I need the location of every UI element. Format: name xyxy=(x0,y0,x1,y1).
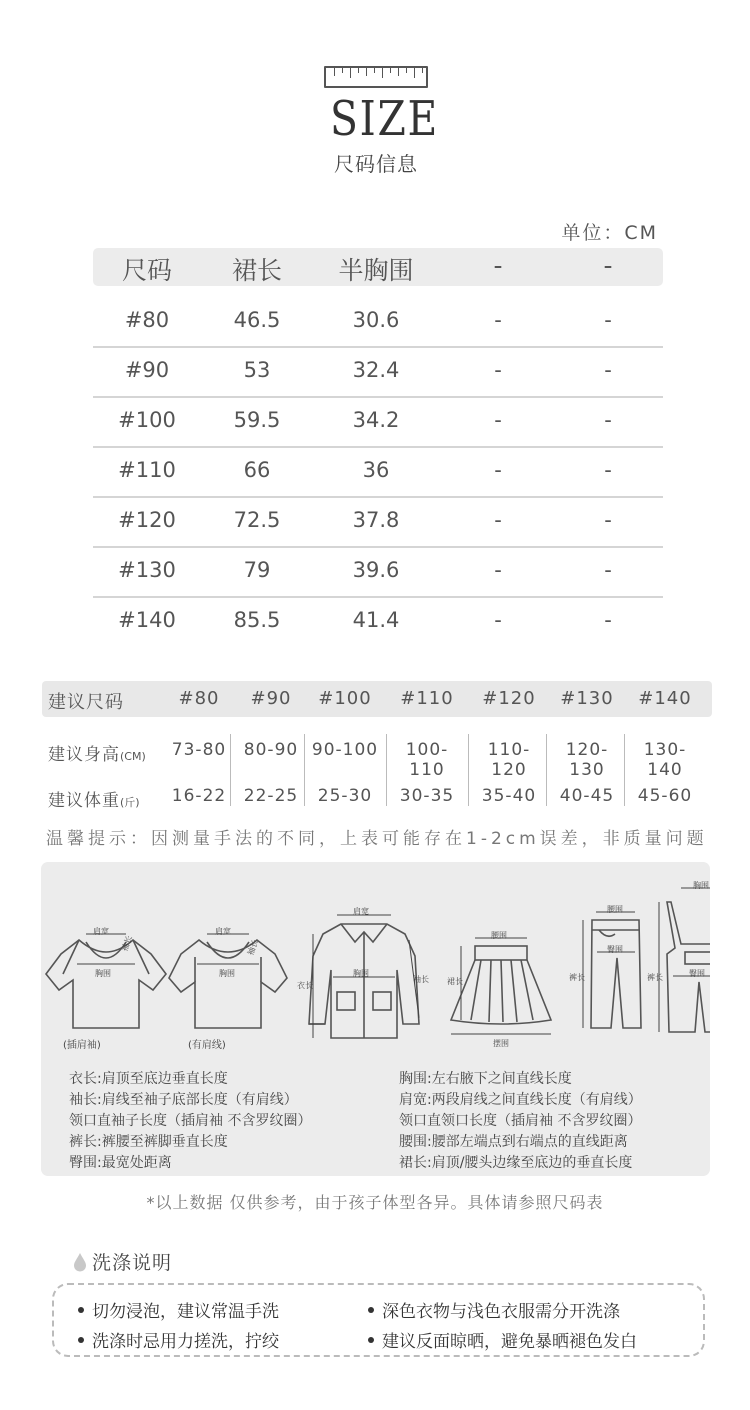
height-cell: 80-90 xyxy=(243,740,299,760)
table-cell: - xyxy=(494,608,502,632)
size-table-header xyxy=(93,248,663,286)
jacket-icon xyxy=(309,924,419,1038)
unit-label: 单位：CM xyxy=(561,222,658,244)
bullet-icon xyxy=(368,1307,374,1313)
column-divider xyxy=(386,774,387,806)
recommend-size-cell: #80 xyxy=(178,688,220,709)
wash-instructions-box xyxy=(52,1283,705,1357)
column-header: - xyxy=(603,251,613,280)
table-cell: - xyxy=(494,458,502,482)
recommend-table-header xyxy=(42,681,712,717)
table-cell: 39.6 xyxy=(352,558,400,582)
pants-icon xyxy=(591,920,641,1028)
table-cell: - xyxy=(604,608,612,632)
table-cell: - xyxy=(604,508,612,532)
set-in-tee-icon xyxy=(169,940,287,1028)
diagram-label: 胸围 xyxy=(693,881,709,890)
table-cell: 85.5 xyxy=(233,608,281,632)
table-cell: - xyxy=(494,358,502,382)
table-cell: 59.5 xyxy=(233,408,281,432)
weight-cell: 25-30 xyxy=(317,786,373,806)
diagram-label: 腰围 xyxy=(607,905,623,914)
logo-subtitle: 尺码信息 xyxy=(334,152,418,176)
diagram-label: 臀围 xyxy=(689,969,705,978)
definition-right: 裙长:肩顶/腰头边缘至底边的垂直长度 xyxy=(399,1155,633,1171)
table-row xyxy=(93,398,663,448)
column-divider xyxy=(624,774,625,806)
height-cell: 90-100 xyxy=(311,740,379,760)
diagram-label: 裙长 xyxy=(447,977,463,986)
table-row xyxy=(93,598,663,648)
definition-left: 臀围:最宽处距离 xyxy=(69,1155,172,1171)
definition-right: 肩宽:两段肩线之间直线长度（有肩线） xyxy=(399,1092,642,1108)
table-cell: - xyxy=(494,558,502,582)
table-cell: 41.4 xyxy=(352,608,400,632)
table-cell: #130 xyxy=(118,558,176,582)
table-cell: - xyxy=(494,508,502,532)
table-cell: 53 xyxy=(243,358,271,382)
measurement-guide-panel xyxy=(41,862,710,1176)
definition-right: 领口直领口长度（插肩袖 不含罗纹圈） xyxy=(399,1113,642,1129)
column-divider xyxy=(386,734,387,774)
diagram-label: 肩宽 xyxy=(93,927,109,936)
skirt-icon xyxy=(451,946,551,1024)
table-cell: 79 xyxy=(243,558,271,582)
table-cell: - xyxy=(604,558,612,582)
column-divider xyxy=(468,774,469,806)
table-cell: #80 xyxy=(124,308,170,332)
diagram-label: 裤长 xyxy=(569,973,585,982)
weight-label: 建议体重(斤) xyxy=(48,791,140,811)
table-cell: 32.4 xyxy=(352,358,400,382)
wash-item: 深色衣物与浅色衣服需分开洗涤 xyxy=(368,1297,620,1322)
weight-cell: 22-25 xyxy=(243,786,299,806)
table-cell: #110 xyxy=(118,458,176,482)
column-header: 裙长 xyxy=(231,256,282,285)
table-row xyxy=(93,348,663,398)
bullet-icon xyxy=(78,1337,84,1343)
weight-cell: 30-35 xyxy=(399,786,455,806)
definition-left: 袖长:肩线至袖子底部长度（有肩线） xyxy=(69,1092,298,1108)
height-label: 建议身高(CM) xyxy=(48,745,146,765)
recommend-size-cell: #110 xyxy=(400,688,454,709)
size-word: SIZE xyxy=(330,91,439,147)
garment-diagrams xyxy=(41,862,710,1062)
height-cell: 73-80 xyxy=(171,740,227,760)
weight-cell: 40-45 xyxy=(559,786,615,806)
diagram-label: 摆围 xyxy=(493,1039,509,1048)
recommend-size-cell: #90 xyxy=(250,688,292,709)
diagram-label: 胸围 xyxy=(353,969,369,978)
table-cell: #90 xyxy=(124,358,170,382)
wash-item: 切勿浸泡，建议常温手洗 xyxy=(78,1297,279,1322)
column-divider xyxy=(624,734,625,774)
table-cell: - xyxy=(604,308,612,332)
wash-title xyxy=(72,1248,172,1275)
column-header: - xyxy=(493,251,503,280)
column-divider xyxy=(468,734,469,774)
weight-cell: 35-40 xyxy=(481,786,537,806)
definition-left: 领口直袖子长度（插肩袖 不含罗纹圈） xyxy=(69,1113,312,1129)
bullet-icon xyxy=(78,1307,84,1313)
table-cell: 36 xyxy=(362,458,390,482)
table-cell: 46.5 xyxy=(233,308,281,332)
diagram-label: 衣长 xyxy=(297,981,313,990)
table-cell: - xyxy=(604,408,612,432)
recommend-size-cell: #120 xyxy=(482,688,536,709)
table-cell: 37.8 xyxy=(352,508,400,532)
diagram-caption: (插肩袖) xyxy=(63,1040,101,1051)
diagram-label: 袖长 xyxy=(246,938,260,957)
height-cell: 100-110 xyxy=(405,740,449,780)
table-cell: - xyxy=(494,408,502,432)
table-cell: #140 xyxy=(118,608,176,632)
bullet-icon xyxy=(368,1337,374,1343)
diagram-label: 裤长 xyxy=(647,973,663,982)
diagram-label: 腰围 xyxy=(491,931,507,940)
definition-left: 衣长:肩顶至底边垂直长度 xyxy=(69,1071,228,1087)
column-header: 半胸围 xyxy=(338,256,414,285)
table-cell: 30.6 xyxy=(352,308,400,332)
warning-text: 温馨提示：因测量手法的不同，上表可能存在1-2cm误差，非质量问题 xyxy=(46,829,708,849)
table-cell: - xyxy=(604,358,612,382)
column-divider xyxy=(546,774,547,806)
overalls-icon xyxy=(667,902,710,1032)
table-cell: - xyxy=(604,458,612,482)
recommend-size-cell: #130 xyxy=(560,688,614,709)
wash-item: 建议反面晾晒，避免暴晒褪色发白 xyxy=(368,1327,637,1352)
diagram-label: 袖长 xyxy=(413,975,429,984)
height-cell: 130-140 xyxy=(643,740,687,780)
column-divider xyxy=(546,734,547,774)
table-row xyxy=(93,498,663,548)
table-cell: 66 xyxy=(243,458,271,482)
definition-right: 胸围:左右腋下之间直线长度 xyxy=(399,1071,572,1087)
table-cell: - xyxy=(494,308,502,332)
table-cell: #100 xyxy=(118,408,176,432)
wash-item: 洗涤时忌用力搓洗，拧绞 xyxy=(78,1327,279,1352)
weight-cell: 45-60 xyxy=(637,786,693,806)
diagram-label: 肩宽 xyxy=(215,927,231,936)
diagram-label: 肩宽 xyxy=(353,907,369,916)
height-cell: 120-130 xyxy=(565,740,609,780)
diagram-caption: (有肩线) xyxy=(188,1040,226,1051)
column-header: 尺码 xyxy=(121,256,172,285)
diagram-label: 袖长 xyxy=(120,934,134,953)
diagram-label: 胸围 xyxy=(95,969,111,978)
column-divider xyxy=(304,734,305,774)
diagram-label: 臀围 xyxy=(607,945,623,954)
table-row xyxy=(93,298,663,348)
table-row xyxy=(93,448,663,498)
definition-right: 腰围:腰部左端点到右端点的直线距离 xyxy=(399,1134,628,1150)
table-cell: 72.5 xyxy=(233,508,281,532)
definition-left: 裤长:裤腰至裤脚垂直长度 xyxy=(69,1134,228,1150)
height-row xyxy=(42,728,712,780)
height-cell: 110-120 xyxy=(487,740,531,780)
table-cell: #120 xyxy=(118,508,176,532)
column-divider xyxy=(230,774,231,806)
recommend-size-label: 建议尺码 xyxy=(48,692,124,713)
raglan-tee-icon xyxy=(46,940,166,1028)
ruler-icon xyxy=(324,66,428,88)
column-divider xyxy=(230,734,231,774)
reference-note: *以上数据 仅供参考，由于孩子体型各异。具体请参照尺码表 xyxy=(146,1193,604,1212)
water-drop-icon xyxy=(72,1252,88,1272)
table-row xyxy=(93,548,663,598)
weight-row xyxy=(42,774,712,820)
wash-title-text: 洗涤说明 xyxy=(92,1252,173,1274)
column-divider xyxy=(304,774,305,806)
weight-cell: 16-22 xyxy=(171,786,227,806)
size-logo xyxy=(322,62,439,176)
diagram-label: 胸围 xyxy=(219,969,235,978)
recommend-size-cell: #140 xyxy=(638,688,692,709)
recommend-size-cell: #100 xyxy=(318,688,372,709)
table-cell: 34.2 xyxy=(352,408,400,432)
